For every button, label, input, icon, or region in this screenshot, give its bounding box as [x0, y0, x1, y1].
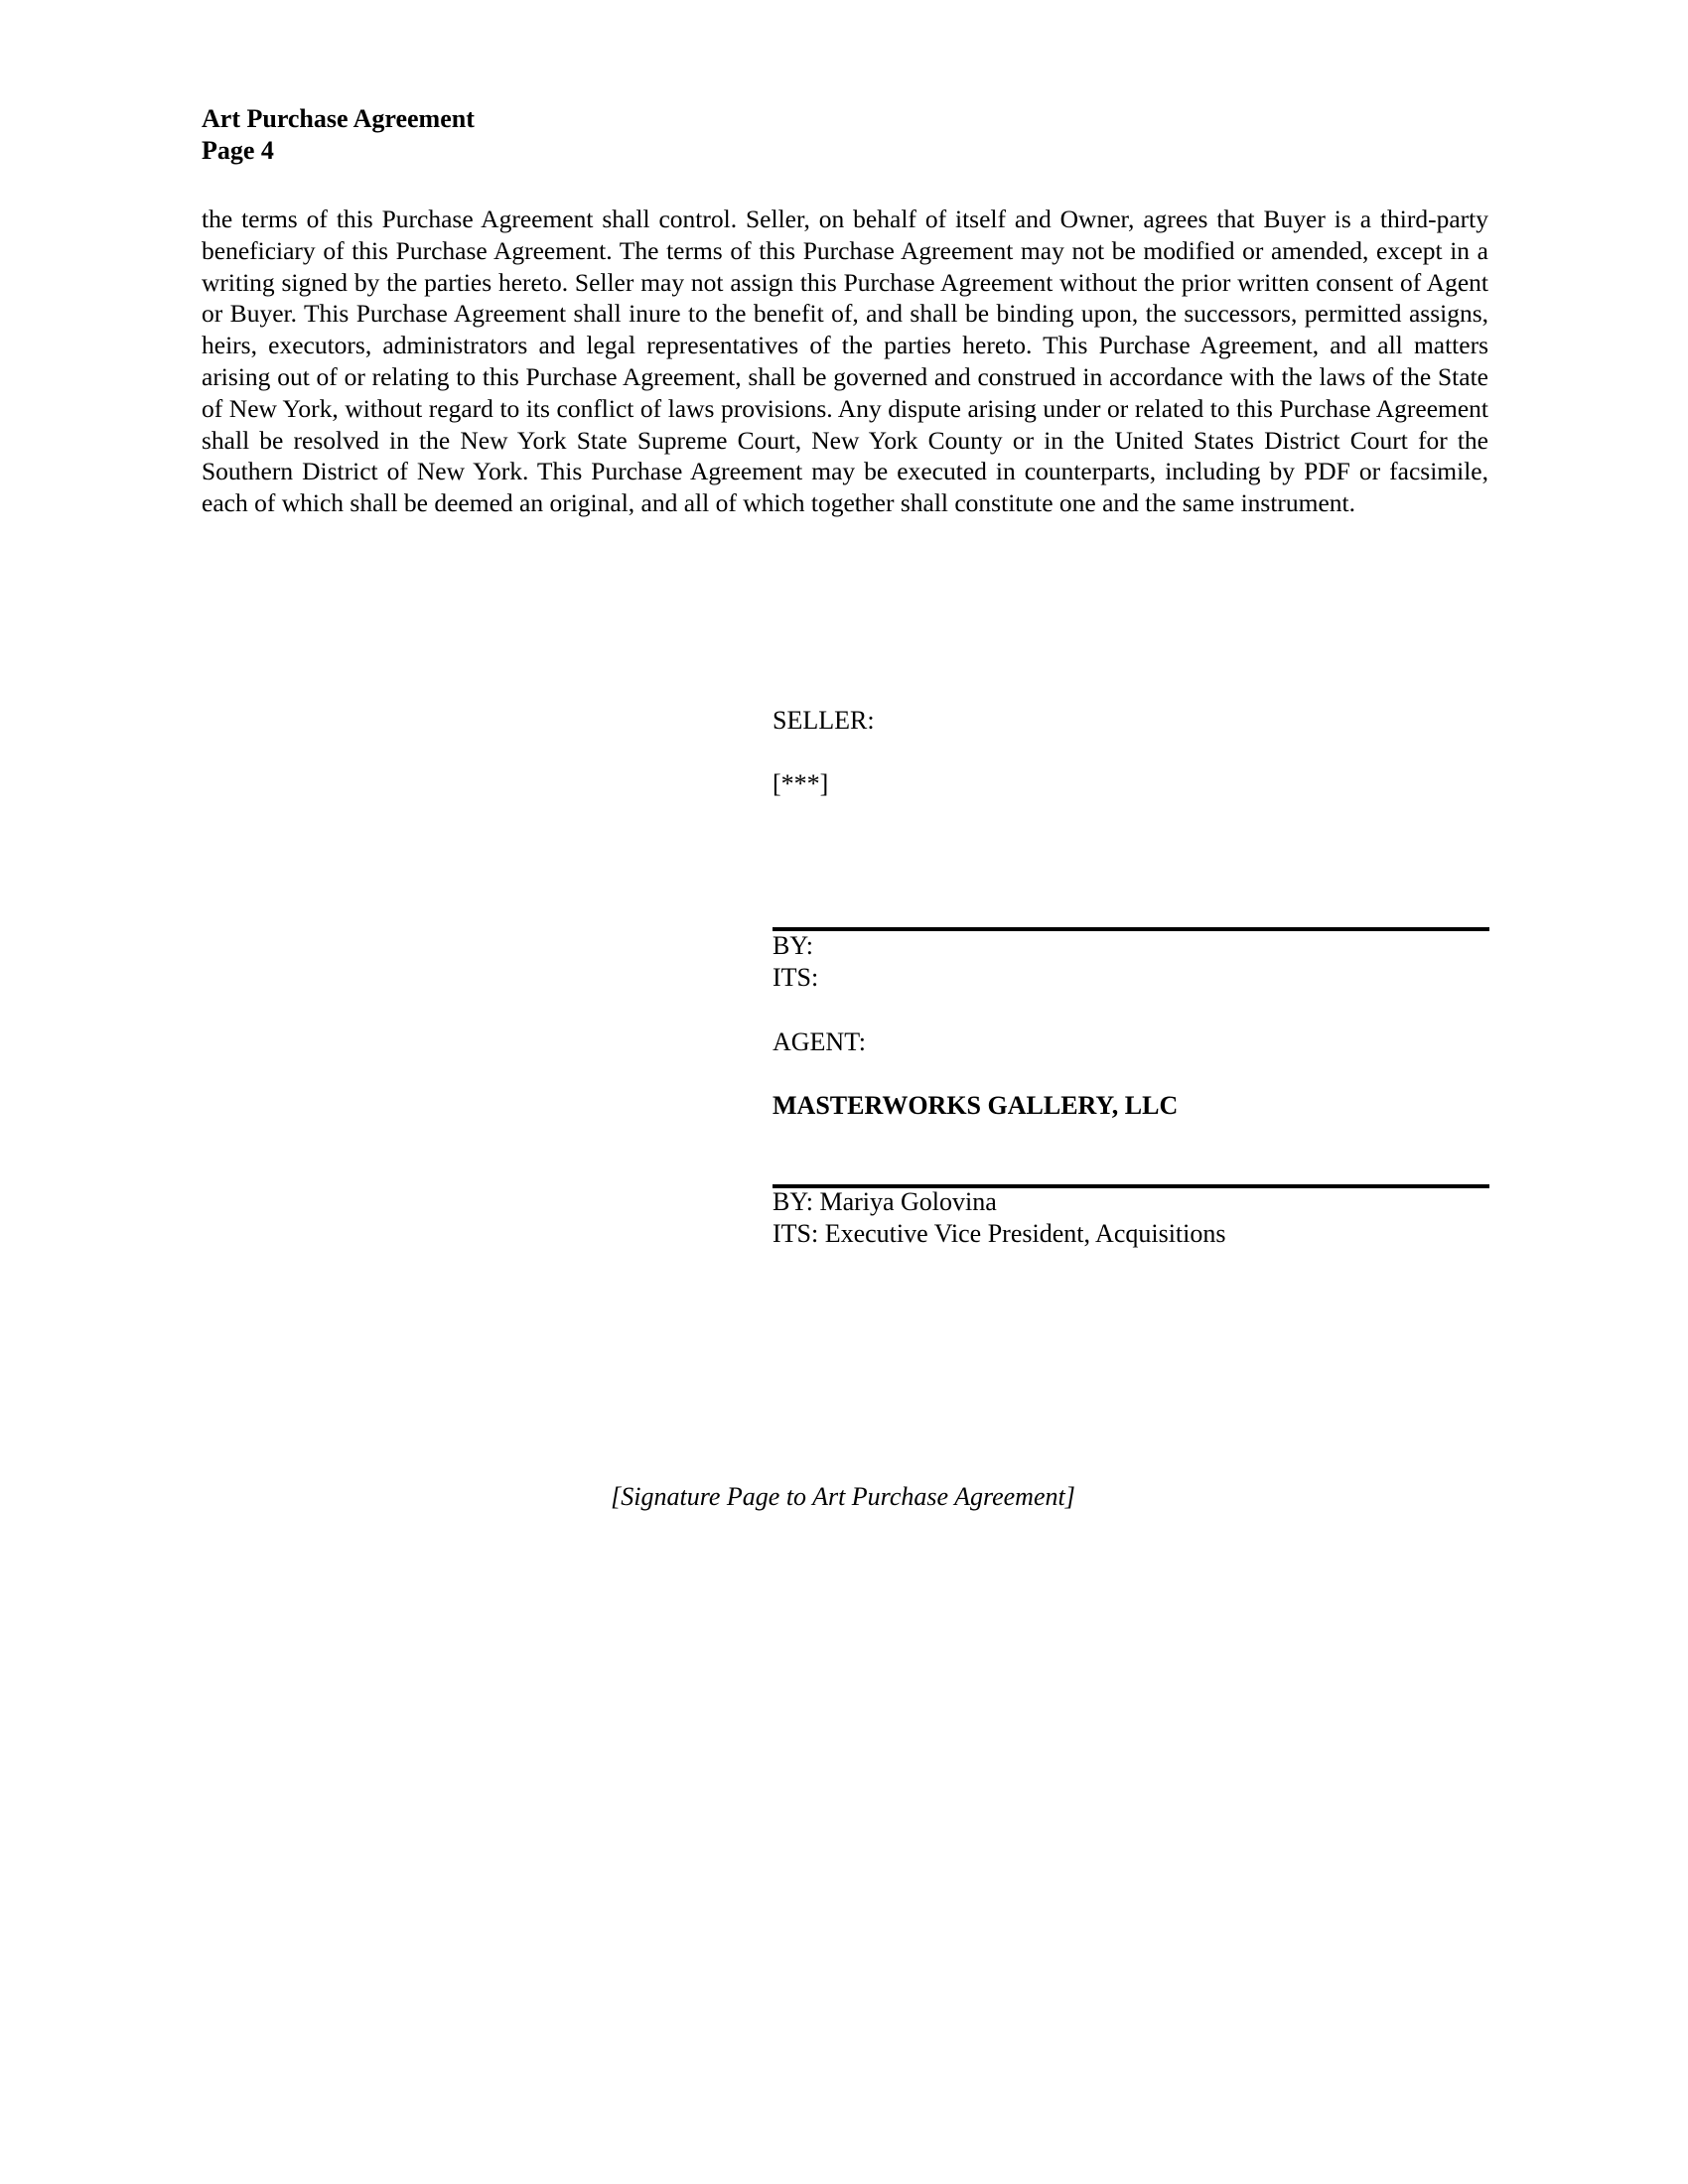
signature-page-caption: [Signature Page to Art Purchase Agreement] [611, 1482, 1075, 1511]
seller-by: BY: [773, 931, 813, 960]
agent-by-its [773, 1186, 1489, 1250]
agent-by: BY: Mariya Golovina [773, 1187, 997, 1216]
document-title: Art Purchase Agreement [202, 104, 475, 133]
page-number: Page 4 [202, 136, 274, 165]
body-paragraph: the terms of this Purchase Agreement shall control. Seller, on behalf of itself and Owner, agrees that Buyer is a third-party beneficiary of this Purchase Agreement. The terms of this Purchase Agreement may not be modified or amended, except in a writing signed by the parties hereto. Seller may not assign this Purchase Agreement without the prior written consent of Agent or Buyer. This Purchase Agreement shall inure to the benefit of, and shall be binding upon, the successors, permitted assigns, heirs, executors, administrators and legal representatives of the parties hereto. This Purchase Agreement, and all matters arising out of or relating to this Purchase Agreement, shall be governed and construed in accordance with the laws of the State of New York, without regard to its conflict of laws provisions. Any dispute arising under or related to this Purchase Agreement shall be resolved in the New York State Supreme Court, New York County or in the United States District Court for the Southern District of New York. This Purchase Agreement may be executed in counterparts, including by PDF or facsimile, each of which shall be deemed an original, and all of which together shall constitute one and the same instrument. [202, 205, 1488, 518]
seller-its: ITS: [773, 963, 819, 992]
seller-name: [***] [773, 769, 829, 798]
seller-by-its [773, 930, 1489, 994]
agent-label: AGENT: [773, 1027, 867, 1056]
seller-label: SELLER: [773, 706, 875, 735]
agent-its: ITS: Executive Vice President, Acquisitions [773, 1219, 1226, 1248]
page-header [202, 103, 475, 167]
agent-name: MASTERWORKS GALLERY, LLC [773, 1091, 1179, 1120]
